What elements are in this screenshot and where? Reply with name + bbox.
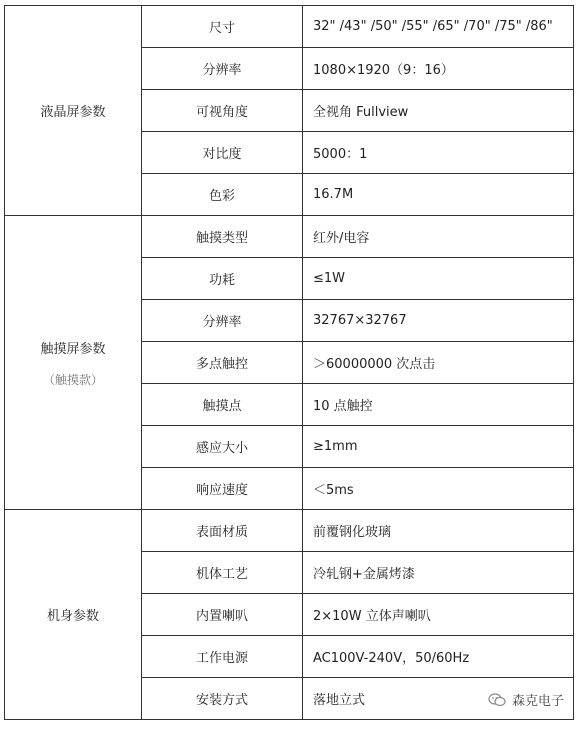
wechat-icon: [488, 693, 506, 707]
param-cell: 感应大小: [142, 426, 303, 468]
table-row: [5, 6, 574, 48]
value-cell: 冷轧钢+金属烤漆: [303, 552, 574, 594]
value-cell: ≤1W: [303, 258, 574, 300]
value-cell: 前覆钢化玻璃: [303, 510, 574, 552]
watermark-text: 森克电子: [511, 694, 564, 709]
param-cell: 触摸类型: [142, 216, 303, 258]
table-row: [5, 510, 574, 552]
param-cell: 工作电源: [142, 636, 303, 678]
param-cell: 响应速度: [142, 468, 303, 510]
value-cell: 红外/电容: [303, 216, 574, 258]
param-cell: 多点触控: [142, 342, 303, 384]
param-cell: 对比度: [142, 132, 303, 174]
value-cell: 1080×1920（9：16）: [303, 48, 574, 90]
value-cell: 5000：1: [303, 132, 574, 174]
value-cell: 2×10W 立体声喇叭: [303, 594, 574, 636]
table-row: [5, 216, 574, 258]
param-cell: 分辨率: [142, 300, 303, 342]
group-cell: [5, 510, 142, 720]
value-cell: AC100V-240V，50/60Hz: [303, 636, 574, 678]
group-title: 液晶屏参数: [40, 105, 106, 120]
spec-table: [4, 5, 574, 720]
param-cell: 触摸点: [142, 384, 303, 426]
group-cell: [5, 216, 142, 510]
param-cell: 内置喇叭: [142, 594, 303, 636]
value-cell: ≥1mm: [303, 426, 574, 468]
param-cell: 可视角度: [142, 90, 303, 132]
param-cell: 安装方式: [142, 678, 303, 720]
value-cell: 32767×32767: [303, 300, 574, 342]
value-cell: 10 点触控: [303, 384, 574, 426]
param-cell: 尺寸: [142, 6, 303, 48]
param-cell: 机体工艺: [142, 552, 303, 594]
param-cell: 功耗: [142, 258, 303, 300]
param-cell: 色彩: [142, 174, 303, 216]
value-cell: 16.7M: [303, 174, 574, 216]
value-cell: 落地立式: [303, 678, 574, 720]
group-cell: [5, 6, 142, 216]
watermark: [484, 688, 568, 711]
value-cell: 全视角 Fullview: [303, 90, 574, 132]
group-title: 机身参数: [46, 609, 99, 624]
group-note: （触摸款）: [42, 372, 103, 387]
param-cell: 表面材质: [142, 510, 303, 552]
value-cell: ＞60000000 次点击: [303, 342, 574, 384]
value-cell: ＜5ms: [303, 468, 574, 510]
group-title: 触摸屏参数: [40, 341, 106, 357]
value-cell: 32" /43" /50" /55" /65" /70" /75" /86": [303, 6, 574, 48]
param-cell: 分辨率: [142, 48, 303, 90]
